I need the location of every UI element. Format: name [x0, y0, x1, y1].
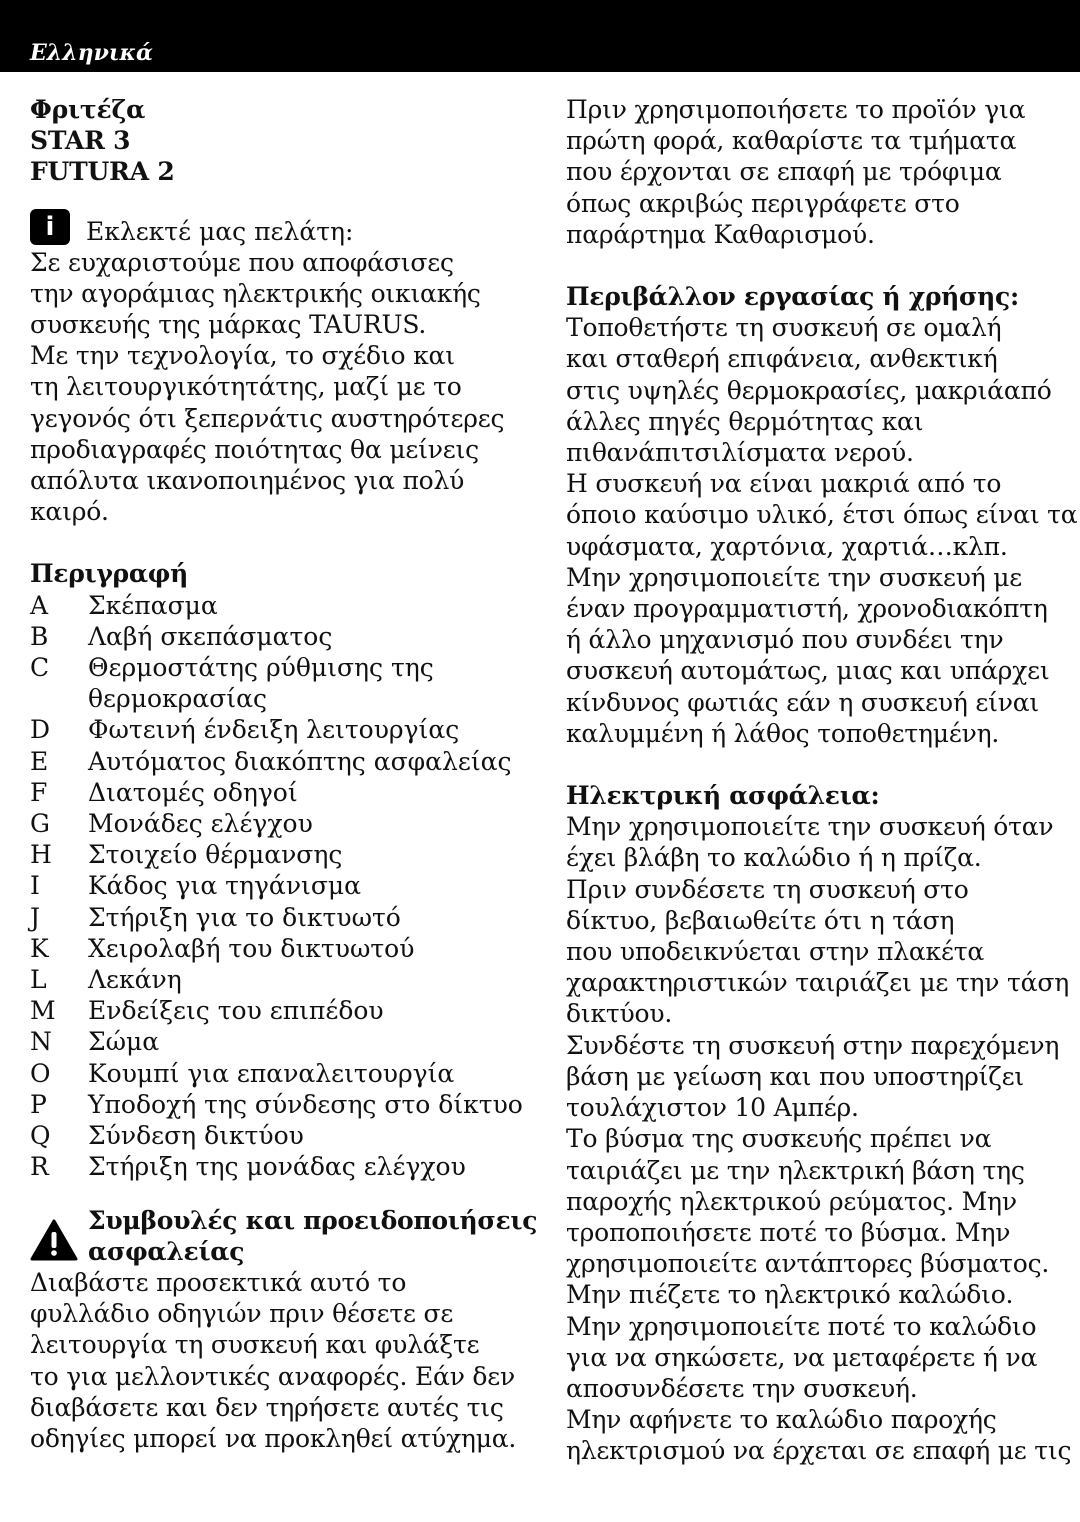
safety-line: διαβάσετε και δεν τηρήσετε αυτές τις [30, 1392, 504, 1422]
part-name: Στήριξη της μονάδας ελέγχου [88, 1152, 466, 1182]
part-letter: G [30, 809, 50, 839]
part-name: Σκέπασμα [88, 590, 218, 620]
environment-line: ή άλλο μηχανισμό που συνδέει την [566, 625, 1004, 655]
environment-text [566, 312, 1078, 749]
safety-line: το για μελλοντικές αναφορές. Εάν δεν [30, 1361, 516, 1391]
environment-line: κίνδυνος φωτιάς εάν η συσκευή είναι [566, 687, 1039, 717]
list-item [30, 995, 540, 1026]
part-name: Χειρολαβή του δικτυωτού [88, 933, 415, 963]
electrical-line: Μην αφήνετε το καλώδιο παροχής [566, 1405, 997, 1435]
title-line: Φριτέζα [30, 95, 146, 124]
electrical-line: παροχής ηλεκτρικού ρεύματος. Μην [566, 1186, 1017, 1216]
part-name: Στήριξη για το δικτυωτό [88, 902, 401, 932]
list-item [30, 590, 540, 621]
description-heading: Περιγραφή [30, 559, 188, 589]
electrical-line: δίκτυο, βεβαιωθείτε ότι η τάση [566, 905, 955, 935]
part-letter: M [30, 996, 56, 1026]
environment-line: και σταθερή επιφάνεια, ανθεκτική [566, 344, 998, 374]
electrical-line: Μην χρησιμοποιείτε την συσκευή όταν [566, 812, 1054, 842]
part-name: Κάδος για τηγάνισμα [88, 871, 362, 901]
safety-heading-line: Συμβουλές και προειδοποιήσεις [88, 1205, 538, 1235]
first-use-text [566, 94, 1056, 250]
safety-heading [30, 1205, 540, 1267]
electrical-line: έχει βλάβη το καλώδιο ή η πρίζα. [566, 843, 982, 873]
electrical-line: Μην χρησιμοποιείτε ποτέ το καλώδιο [566, 1311, 1037, 1341]
environment-line: συσκευή αυτομάτως, μιας και υπάρχει [566, 656, 1050, 686]
safety-line: Διαβάστε προσεκτικά αυτό το [30, 1267, 407, 1297]
safety-heading-line: ασφαλείας [88, 1236, 245, 1266]
part-name: Φωτεινή ένδειξη λειτουργίας [88, 715, 460, 745]
environment-line: άλλες πηγές θερμότητας και [566, 406, 924, 436]
part-name: Θερμοστάτης ρύθμισης της [88, 653, 434, 683]
header-bar [0, 0, 1080, 72]
part-name: Σώμα [88, 1027, 160, 1057]
intro-line: γεγονός ότι ξεπερνάτις αυστηρότερες [30, 403, 505, 433]
part-letter: J [30, 902, 41, 932]
safety-line: οδηγίες μπορεί να προκληθεί ατύχημα. [30, 1423, 517, 1453]
list-item [30, 652, 540, 683]
electrical-line: που υποδεικνύεται στην πλακέτα [566, 937, 985, 967]
list-item [30, 808, 540, 839]
part-name: Λεκάνη [88, 965, 182, 995]
right-column [566, 94, 1078, 1467]
part-letter: L [30, 965, 47, 995]
warning-icon [30, 1219, 78, 1261]
electrical-line: τροποποιήσετε ποτέ το βύσμα. Μην [566, 1217, 1011, 1247]
electrical-line: χρησιμοποιείτε αντάπτορες βύσματος. [566, 1249, 1050, 1279]
part-letter: R [30, 1152, 49, 1182]
first-use-line: που έρχονται σε επαφή με τρόφιμα [566, 157, 1002, 187]
list-item [30, 964, 540, 995]
environment-heading: Περιβάλλον εργασίας ή χρήσης: [566, 282, 1019, 312]
title-line: STAR 3 [30, 126, 131, 156]
info-icon: i [30, 209, 70, 245]
part-letter: O [30, 1058, 51, 1088]
list-item [30, 933, 540, 964]
intro-line: απόλυτα ικανοποιημένος για πολύ [30, 466, 465, 496]
part-name: Υποδοχή της σύνδεσης στο δίκτυο [88, 1089, 523, 1119]
list-item [30, 1026, 540, 1057]
part-name: Κουμπί για επαναλειτουργία [88, 1058, 455, 1088]
part-name: Στοιχείο θέρμανσης [88, 840, 343, 870]
safety-line: λειτουργία τη συσκευή και φυλάξτε [30, 1330, 480, 1360]
electrical-line: τουλάχιστον 10 Αμπέρ. [566, 1093, 859, 1123]
first-use-line: Πριν χρησιμοποιήσετε το προϊόν για [566, 95, 1026, 124]
first-use-line: όπως ακριβώς περιγράφετε στο [566, 188, 960, 218]
part-letter: H [30, 840, 52, 870]
part-name: Σύνδεση δικτύου [88, 1121, 304, 1151]
left-column [30, 94, 540, 1454]
part-letter: D [30, 715, 51, 745]
electrical-heading: Ηλεκτρική ασφάλεια: [566, 781, 880, 811]
part-letter: N [30, 1027, 52, 1057]
electrical-line: Συνδέστε τη συσκευή στην παρεχόμενη [566, 1030, 1060, 1060]
part-letter: B [30, 621, 49, 651]
part-letter: F [30, 777, 48, 807]
language-label: Ελληνικά [30, 40, 153, 66]
list-item [30, 1151, 540, 1182]
electrical-line: ηλεκτρισμού να έρχεται σε επαφή με τις [566, 1436, 1072, 1466]
part-name: Λαβή σκεπάσματος [88, 621, 333, 651]
electrical-line: για να σηκώσετε, να μεταφέρετε ή να [566, 1342, 1038, 1372]
first-use-line: πρώτη φορά, καθαρίστε τα τμήματα [566, 126, 1017, 156]
environment-line: Τοποθετήστε τη συσκευή σε ομαλή [566, 313, 1002, 343]
electrical-line: Μην πιέζετε το ηλεκτρικό καλώδιο. [566, 1280, 1014, 1310]
safety-text [30, 1267, 540, 1454]
first-use-line: παράρτημα Καθαρισμού. [566, 219, 875, 249]
list-item [30, 902, 540, 933]
list-item [30, 621, 540, 652]
intro-line: τη λειτουργικότητάτης, μαζί με το [30, 372, 462, 402]
intro-line: συσκευής της μάρκας TAURUS. [30, 310, 427, 340]
list-item [30, 714, 540, 745]
intro-line: Σε ευχαριστούμε που αποφάσισες [30, 247, 454, 277]
intro-line: Με την τεχνολογία, το σχέδιο και [30, 341, 455, 371]
environment-line: Η συσκευή να είναι μακριά από το [566, 469, 1002, 499]
environment-line: καλυμμένη ή λάθος τοποθετημένη. [566, 718, 1000, 748]
intro-line: προδιαγραφές ποιότητας θα μείνεις [30, 434, 479, 464]
list-item [30, 683, 540, 714]
part-letter: I [30, 871, 40, 901]
product-title [30, 94, 540, 188]
list-item [30, 746, 540, 777]
environment-line: όποιο καύσιμο υλικό, έτσι όπως είναι τα [566, 500, 1078, 530]
greeting [30, 212, 540, 247]
electrical-line: χαρακτηριστικών ταιριάζει με την τάση [566, 968, 1070, 998]
list-item [30, 1120, 540, 1151]
part-name: Μονάδες ελέγχου [88, 809, 313, 839]
environment-line: υφάσματα, χαρτόνια, χαρτιά…κλπ. [566, 531, 1008, 561]
list-item [30, 777, 540, 808]
electrical-text [566, 811, 1072, 1466]
electrical-line: ταιριάζει με την ηλεκτρική βάση της [566, 1155, 1025, 1185]
part-letter [30, 683, 88, 714]
electrical-line: αποσυνδέσετε την συσκευή. [566, 1373, 918, 1403]
part-name: θερμοκρασίας [88, 684, 267, 714]
intro-line: καιρό. [30, 497, 109, 527]
electrical-line: δικτύου. [566, 999, 673, 1029]
electrical-line: βάση με γείωση και που υποστηρίζει [566, 1061, 1024, 1091]
part-letter: K [30, 933, 49, 963]
environment-line: πιθανάπιτσιλίσματα νερού. [566, 438, 914, 468]
electrical-line: Πριν συνδέσετε τη συσκευή στο [566, 874, 969, 904]
list-item [30, 839, 540, 870]
environment-line: Μην χρησιμοποιείτε την συσκευή με [566, 562, 1023, 592]
part-letter: C [30, 653, 50, 683]
list-item [30, 1089, 540, 1120]
intro-text [30, 247, 540, 528]
greeting-text: Εκλεκτέ μας πελάτη: [86, 216, 354, 246]
parts-list [30, 590, 540, 1183]
part-letter: Q [30, 1121, 51, 1151]
safety-line: φυλλάδιο οδηγιών πριν θέσετε σε [30, 1299, 454, 1329]
part-letter: E [30, 746, 49, 776]
environment-line: στις υψηλές θερμοκρασίες, μακριάαπό [566, 375, 1052, 405]
list-item [30, 1058, 540, 1089]
environment-line: έναν προγραμματιστή, χρονοδιακόπτη [566, 594, 1048, 624]
electrical-line: Το βύσμα της συσκευής πρέπει να [566, 1124, 992, 1154]
list-item [30, 870, 540, 901]
part-name: Αυτόματος διακόπτης ασφαλείας [88, 746, 512, 776]
part-name: Διατομές οδηγοί [88, 777, 298, 807]
part-letter: A [30, 590, 49, 620]
title-line: FUTURA 2 [30, 157, 175, 187]
part-letter: P [30, 1089, 47, 1119]
part-name: Ενδείξεις του επιπέδου [88, 996, 384, 1026]
intro-line: την αγοράμιας ηλεκτρικής οικιακής [30, 278, 481, 308]
